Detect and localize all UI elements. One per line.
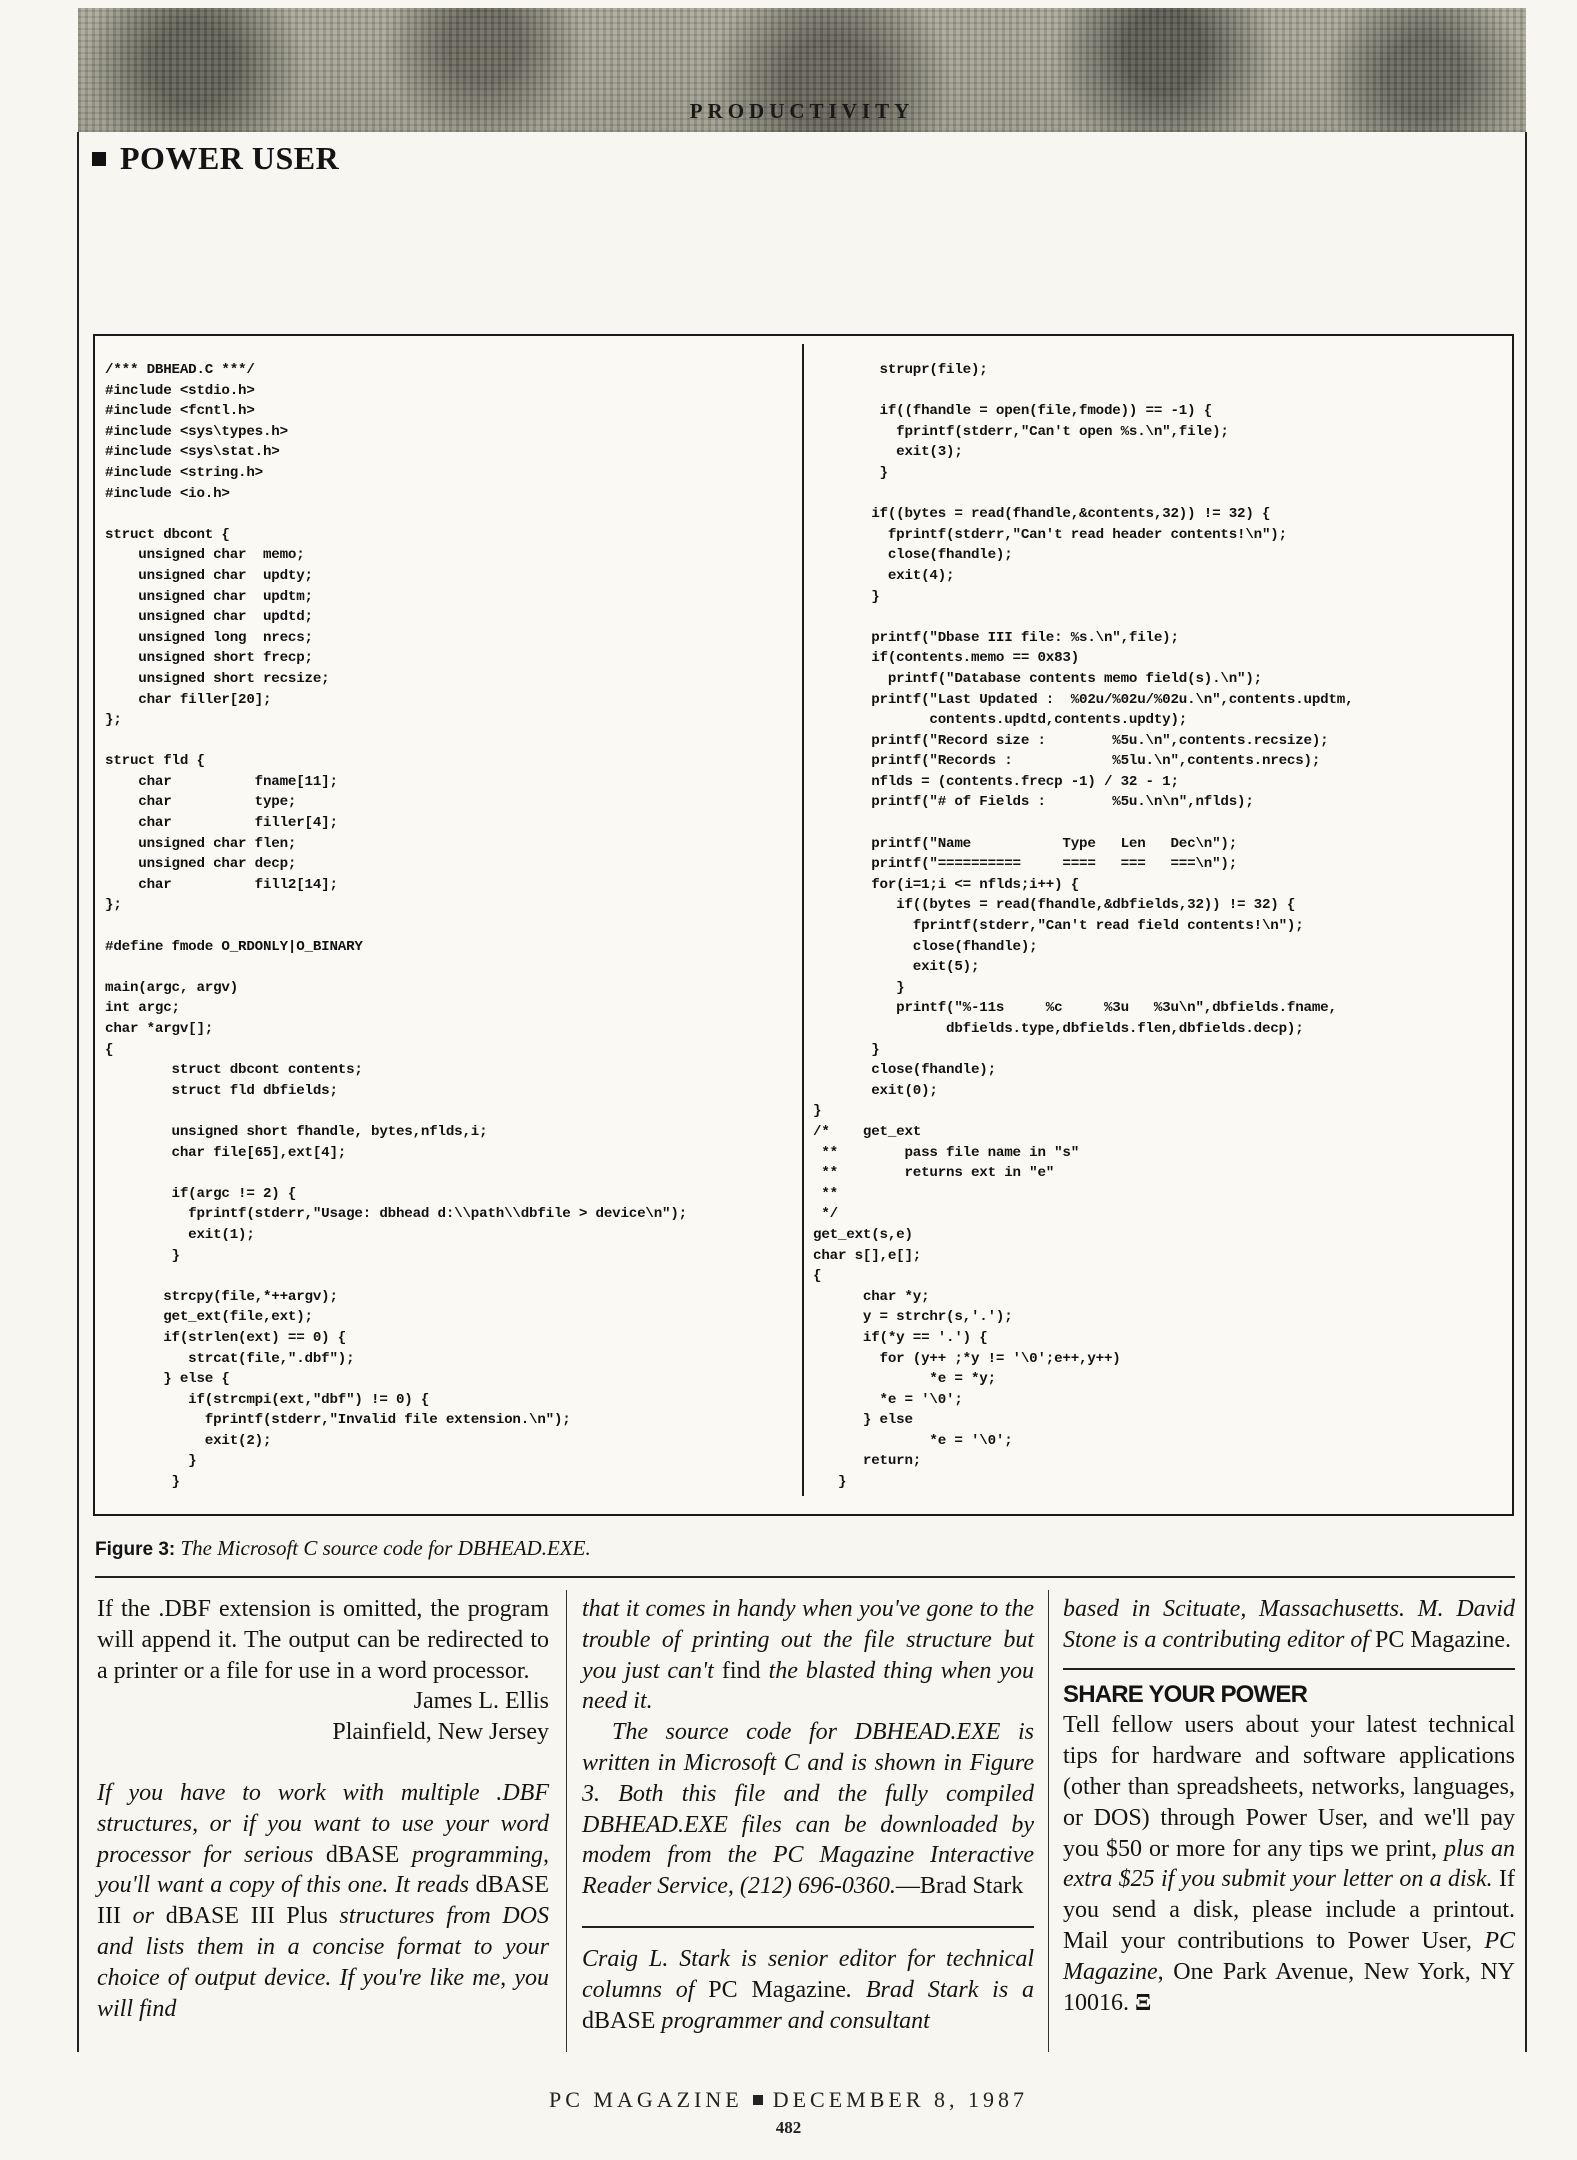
paragraph: If the .DBF extension is omitted, the program will append it. The output can be redirected to a printer or a file for use in a word processor. <box>97 1596 549 1684</box>
editor-reply: If you have to work with multiple .DBF structures, or if you want to use your word processor for serious dBASE programming, you'll want a copy of this one. It reads dBASE III or dBASE III Plus structures from DOS and lists them in a concise format to your choice of output device. If you're like me, you will find <box>97 1779 549 2022</box>
article-column-3 <box>1063 1594 1515 2018</box>
article-column-1 <box>97 1594 549 2024</box>
share-rule <box>1063 1668 1515 1670</box>
figure-column-divider <box>802 344 804 1496</box>
caption-rule <box>95 1576 1515 1578</box>
source-code-note: The source code for DBHEAD.EXE is written in Microsoft C and is shown in Figure 3. Both this file and the fully compiled DBHEAD.EXE files can be downloaded by modem from the PC Magazine Interactive Reader Service, (212) 696-0360.—Brad Stark <box>582 1719 1034 1900</box>
code-figure <box>93 334 1514 1516</box>
signature-name: James L. Ellis <box>413 1688 549 1715</box>
square-bullet-icon <box>92 152 106 166</box>
page-footer <box>0 2087 1577 2113</box>
section-title <box>92 140 339 177</box>
footer-date: DECEMBER 8, 1987 <box>772 2087 1029 2112</box>
bio-rule <box>582 1926 1034 1928</box>
author-bio-continued: based in Scituate, Massachusetts. M. David Stone is a contributing editor of PC Magazine. <box>1063 1596 1515 1653</box>
share-your-power-title: SHARE YOUR POWER <box>1063 1680 1308 1708</box>
section-title-text: POWER USER <box>120 140 340 176</box>
left-page-rule <box>77 132 79 2052</box>
column-divider-1 <box>566 1590 567 2052</box>
page-number: 482 <box>775 2118 802 2137</box>
share-your-power-text: Tell fellow users about your latest technical tips for hardware and software applications (other than spreadsheets, networks, languages, or DOS) through Power User, and we'll pay you $50 or more for any tips we print, plus an extra $25 if you submit your letter on a disk. If you send a disk, please include a printout. Mail your contributions to Power User, PC Magazine, One Park Avenue, New York, NY 10016. Ξ <box>1063 1712 1516 2016</box>
figure-caption <box>95 1536 591 1561</box>
footer-square-icon <box>753 2095 763 2105</box>
banner-label: PRODUCTIVITY <box>689 99 915 123</box>
code-listing-right: strupr(file); if((fhandle = open(file,fmode)) == -1) { fprintf(stderr,"Can't open %s.\n",file); exit(3); } if((bytes = read(fhandle,&contents,32)) != 32) { fprintf(stderr,"Can't read header contents!\n"); close(fhandle); exit(4); } printf("Dbase III file: %s.\n",file); if(contents.memo == 0x83) printf("Database contents memo field(s).\n"); printf("Last Updated : %02u/%02u/%02u.\n",contents.updtm, contents.updtd,contents.updty); printf("Record size : %5u.\n",contents.recsize); printf("Records : %5lu.\n",contents.nrecs); nflds = (contents.frecp -1) / 32 - 1; printf("# of Fields : %5u.\n\n",nflds); printf("Name Type Len Dec\n"); printf("========== ==== === ===\n"); for(i=1;i <= nflds;i++) { if((bytes = read(fhandle,&dbfields,32)) != 32) { fprintf(stderr,"Can't read field contents!\n"); close(fhandle); exit(5); } printf("%-11s %c %3u %3u\n",dbfields.fname, dbfields.type,dbfields.flen,dbfields.decp); } close(fhandle); exit(0); } /* get_ext ** pass file name in "s" ** returns ext in "e" ** */ get_ext(s,e) char s[],e[]; { char *y; y = strchr(s,'.'); if(*y == '.') { for (y++ ;*y != '\0';e++,y++) *e = *y; *e = '\0'; } else *e = '\0'; return; } <box>813 362 1354 1491</box>
end-mark-icon: Ξ <box>1135 1989 1152 2016</box>
section-banner <box>78 8 1526 132</box>
editor-reply-continued: that it comes in handy when you've gone to the trouble of printing out the file structure but you just can't find the blasted thing when you need it. <box>582 1596 1034 1715</box>
signature-place: Plainfield, New Jersey <box>332 1719 549 1746</box>
footer-magazine: PC MAGAZINE <box>548 2087 743 2112</box>
article-column-2 <box>582 1594 1034 2036</box>
figure-caption-label: Figure 3: <box>95 1539 176 1560</box>
column-divider-2 <box>1048 1590 1049 2052</box>
figure-caption-text: The Microsoft C source code for DBHEAD.EXE. <box>180 1536 591 1560</box>
code-listing-left: /*** DBHEAD.C ***/ #include <stdio.h> #include <fcntl.h> #include <sys\types.h> #include <sys\stat.h> #include <string.h> #include <io.h> struct dbcont { unsigned char memo; unsigned char updty; unsigned char updtm; unsigned char updtd; unsigned long nrecs; unsigned short frecp; unsigned short recsize; char filler[20]; }; struct fld { char fname[11]; char type; char filler[4]; unsigned char flen; unsigned char decp; char fill2[14]; }; #define fmode O_RDONLY|O_BINARY main(argc, argv) int argc; char *argv[]; { struct dbcont contents; struct fld dbfields; unsigned short fhandle, bytes,nflds,i; char file[65],ext[4]; if(argc != 2) { fprintf(stderr,"Usage: dbhead d:\\path\\dbfile > device\n"); exit(1); } strcpy(file,*++argv); get_ext(file,ext); if(strlen(ext) == 0) { strcat(file,".dbf"); } else { if(strcmpi(ext,"dbf") != 0) { fprintf(stderr,"Invalid file extension.\n"); exit(2); } } <box>105 362 687 1491</box>
author-bio: Craig L. Stark is senior editor for technical columns of PC Magazine. Brad Stark is a dBASE programmer and consultant <box>582 1945 1034 2034</box>
right-page-rule <box>1525 132 1527 2052</box>
